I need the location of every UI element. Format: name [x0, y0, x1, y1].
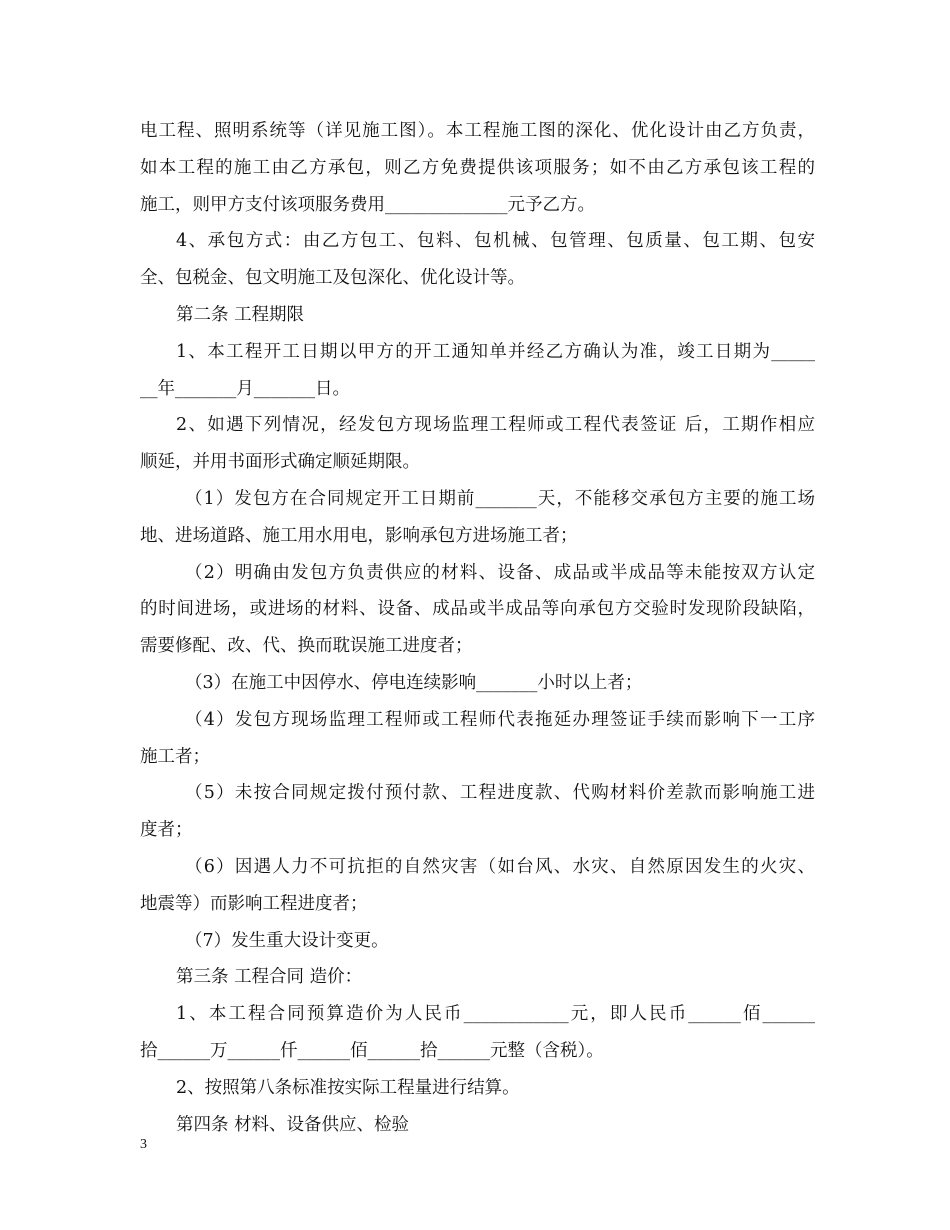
text-line: 顺延，并用书面形式确定顺延期限。 — [140, 452, 420, 473]
page-number: 3 — [140, 1137, 147, 1152]
text-line: 第三条 工程合同 造价： — [176, 967, 363, 988]
text-line: 如本工程的施工由乙方承包，则乙方免费提供该项服务；如不由乙方承包该工程的 — [140, 157, 815, 178]
text-line: __年_______月_______日。 — [140, 378, 350, 399]
text-line: （5）未按合同规定拨付预付款、工程进度款、代购材料价差款而影响施工进 — [185, 783, 815, 804]
text-line: 拾______万______仟______佰______拾______元整（含税）。 — [140, 1040, 604, 1061]
text-line: （4）发包方现场监理工程师或工程师代表拖延办理签证手续而影响下一工序 — [185, 709, 815, 730]
text-line: 电工程、照明系统等（详见施工图）。本工程施工图的深化、优化设计由乙方负责， — [140, 121, 815, 141]
text-line: （7）发生重大设计变更。 — [185, 930, 389, 951]
text-line: 度者； — [140, 820, 193, 841]
text-line: 地震等）而影响工程进度者； — [140, 893, 368, 914]
text-line: 1、本工程开工日期以甲方的开工通知单并经乙方确认为准，竣工日期为_____ — [176, 341, 815, 362]
text-line: 全、包税金、包文明施工及包深化、优化设计等。 — [140, 268, 525, 289]
text-line: 1、本工程合同预算造价为人民币____________元，即人民币______佰______ — [176, 1004, 815, 1025]
text-line: 施工，则甲方支付该项服务费用______________元予乙方。 — [140, 194, 595, 215]
text-line: （6）因遇人力不可抗拒的自然灾害（如台风、水灾、自然原因发生的火灾、 — [185, 856, 815, 877]
document-body — [140, 113, 815, 1143]
text-line: 地、进场道路、施工用水用电，影响承包方进场施工者； — [140, 525, 578, 546]
text-line: 4、承包方式：由乙方包工、包料、包机械、包管理、包质量、包工期、包安 — [176, 231, 815, 252]
text-line: 第四条 材料、设备供应、检验 — [176, 1114, 410, 1135]
text-line: （1）发包方在合同规定开工日期前_______天，不能移交承包方主要的施工场 — [185, 488, 815, 509]
text-line: （3）在施工中因停水、停电连续影响_______小时以上者； — [185, 672, 643, 693]
text-line: 施工者； — [140, 746, 210, 767]
text-line: 2、如遇下列情况，经发包方现场监理工程师或工程代表签证 后，工期作相应 — [176, 415, 815, 436]
text-line: （2）明确由发包方负责供应的材料、设备、成品或半成品等未能按双方认定 — [185, 562, 815, 583]
text-line: 的时间进场，或进场的材料、设备、成品或半成品等向承包方交验时发现阶段缺陷， — [140, 599, 815, 620]
text-line: 需要修配、改、代、换而耽误施工进度者； — [140, 636, 473, 657]
text-line: 2、按照第八条标准按实际工程量进行结算。 — [176, 1077, 520, 1098]
text-line: 第二条 工程期限 — [176, 304, 305, 325]
